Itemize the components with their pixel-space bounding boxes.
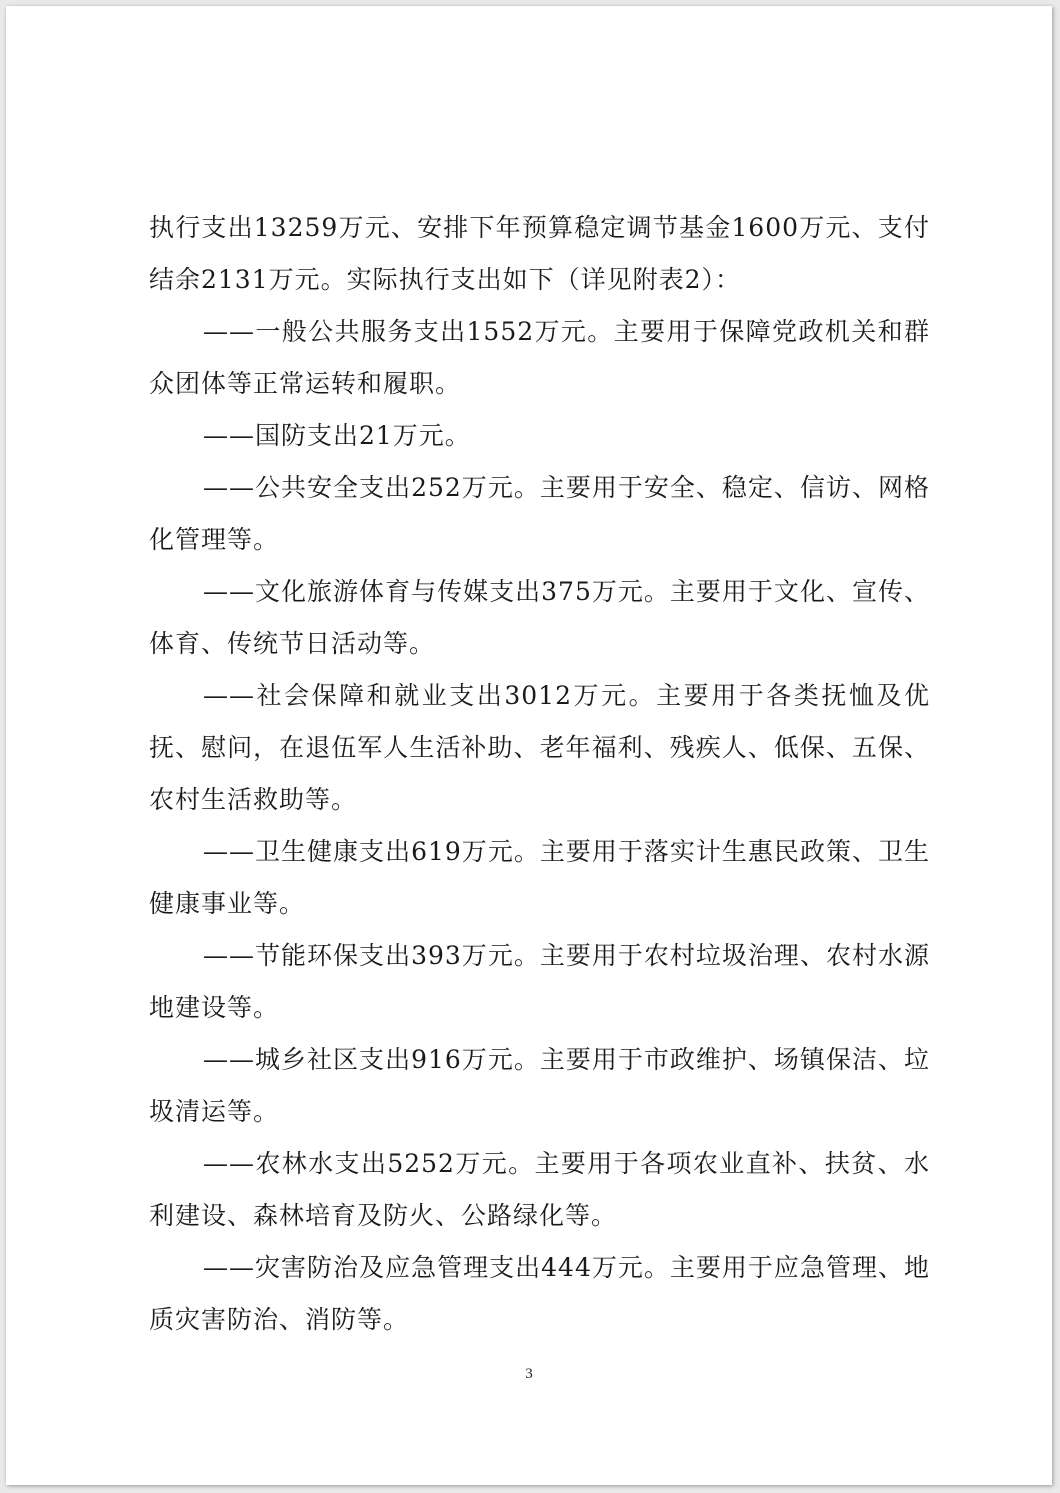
paragraph-energy-environment: ——节能环保支出393万元。主要用于农村垃圾治理、农村水源地建设等。 [149,941,930,1022]
paragraph-agriculture-forestry-water: ——农林水支出5252万元。主要用于各项农业直补、扶贫、水利建设、森林培育及防火、公路绿化等。 [149,1149,930,1230]
paragraph-health: ——卫生健康支出619万元。主要用于落实计生惠民政策、卫生健康事业等。 [149,837,930,918]
paragraph-urban-rural-community: ——城乡社区支出916万元。主要用于市政维护、场镇保洁、垃圾清运等。 [149,1045,930,1126]
paragraph-general-public-services: ——一般公共服务支出1552万元。主要用于保障党政机关和群众团体等正常运转和履职。 [149,317,930,398]
paragraph-budget-summary: 执行支出13259万元、安排下年预算稳定调节基金1600万元、支付结余2131万元。实际执行支出如下（详见附表2）： [149,213,930,294]
document-page [6,6,1052,1485]
paragraph-public-security: ——公共安全支出252万元。主要用于安全、稳定、信访、网格化管理等。 [149,473,930,554]
page-number: 3 [525,1366,533,1382]
body-text [149,202,930,1346]
paragraph-culture-tourism-sports-media: ——文化旅游体育与传媒支出375万元。主要用于文化、宣传、体育、传统节日活动等。 [149,577,930,658]
paragraph-national-defense: ——国防支出21万元。 [203,421,471,450]
paragraph-disaster-prevention: ——灾害防治及应急管理支出444万元。主要用于应急管理、地质灾害防治、消防等。 [149,1253,930,1334]
paragraph-social-security-employment: ——社会保障和就业支出3012万元。主要用于各类抚恤及优抚、慰问，在退伍军人生活补助、老年福利、残疾人、低保、五保、农村生活救助等。 [149,681,930,814]
